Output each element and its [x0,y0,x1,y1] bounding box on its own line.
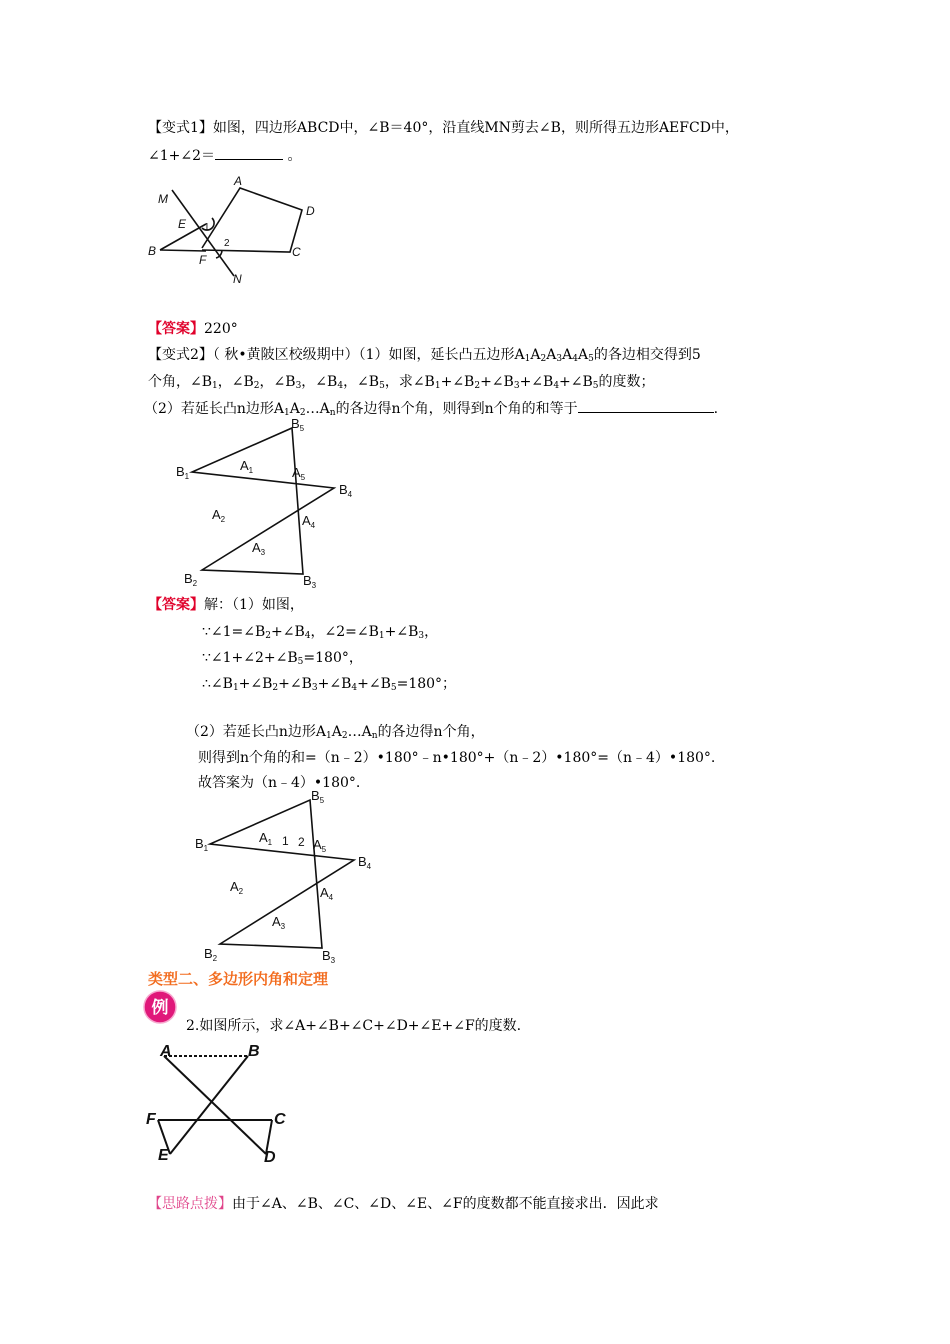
figure-star-2 [190,786,390,966]
label-A3: $A_3$ [252,540,266,557]
variant2-line1: 【变式2】（ 秋•黄陂区校级期中）（1）如图，延长凸五边形$A_1A_2A_3A_4A_5$的各边相交得到5 [148,347,701,364]
label-A5: $A_5$ [313,837,327,854]
label-B4: $B_4$ [339,482,353,499]
example-badge-icon [143,990,177,1024]
label-A3: $A_3$ [272,914,286,931]
label-B2: $B_2$ [204,946,218,963]
label-B: B [148,244,157,258]
example2-question: 2.如图所示，求∠A+∠B+∠C+∠D+∠E+∠F的度数. [186,1018,522,1034]
svg-text:例: 例 [151,998,169,1018]
answer2-part2-line3: 故答案为（n﹣4）•180°. [198,775,361,791]
label-angle-2: 2 [298,835,305,849]
label-M: M [158,192,168,206]
figure-pentagon-cut [140,168,340,292]
label-A: A [234,174,243,188]
variant1-line1: 【变式1】如图，四边形ABCD中，∠B＝40°，沿直线MN剪去∠B，则所得五边形AEFCD中， [148,120,739,136]
label-N: N [233,272,242,286]
label-B3: $B_3$ [322,948,336,965]
answer1-tag: 【答案】 [148,321,204,337]
label-B1: $B_1$ [195,836,209,853]
answer1: 【答案】220° [148,321,238,337]
label-E: E [178,217,187,231]
label-B3: $B_3$ [303,573,317,590]
label-F: F [199,253,207,267]
variant2-tag: 变式2 [162,347,199,363]
answer2-line2: $\because\angle 1=\angle B_2+\angle B_4$，$\angle 2=\angle B_1+\angle B_3$， [202,624,439,641]
label-A2: $A_2$ [230,879,244,896]
variant2-line3: （2）若延长凸n边形$A_1A_2\dots A_n$的各边得n个角，则得到n个角的和等于 . [144,398,718,423]
label-D: D [264,1149,276,1166]
label-1: 1 [204,222,210,233]
answer2-tag: 【答案】 [148,597,204,613]
line-B-E [170,1056,248,1154]
variant1-tag: 变式1 [162,120,199,136]
label-A1: $A_1$ [240,458,254,475]
label-E: E [158,1147,169,1164]
answer2-line4: $\therefore\angle B_1+\angle B_2+\angle B_3+\angle B_4+\angle B_5=180^\circ$； [202,676,457,693]
label-B: B [248,1043,260,1060]
answer2-line3: $\because\angle 1+\angle 2+\angle B_5=180^\circ$， [202,650,363,667]
label-angle-1: 1 [282,834,289,848]
label-C: C [292,245,301,259]
label-A4: $A_4$ [302,513,316,530]
figure-two-triangles [140,1036,300,1168]
answer-blank-2 [578,398,714,413]
answer-blank [215,145,283,160]
label-C: C [274,1111,286,1128]
hint-tag: 【思路点拨】 [148,1196,232,1212]
pentagon-edges [202,188,302,252]
answer2-part2-line1: （2）若延长凸n边形$A_1A_2\dots A_n$的各边得n个角， [186,724,485,741]
line-A-D [164,1056,266,1154]
figure-star-1 [170,414,370,592]
section-heading: 类型二、多边形内角和定理 [148,970,329,988]
label-2: 2 [224,238,230,249]
label-B5: $B_5$ [311,788,325,805]
answer2-part2-line2: 则得到n个角的和=（n﹣2）•180°﹣n•180°+（n﹣2）•180°=（n﹣4）•180°. [198,750,716,766]
hint-line: 【思路点拨】由于∠A、∠B、∠C、∠D、∠E、∠F的度数都不能直接求出．因此求 [148,1196,659,1212]
label-A: A [160,1043,172,1060]
label-A5: $A_5$ [292,465,306,482]
label-D: D [306,204,315,218]
variant2-line2: 个角，$\angle B_1$，$\angle B_2$，$\angle B_3$，$\angle B_4$，$\angle B_5$，求$\angle B_1+\angle B_2+\angle B_3+\angle B_4+\angle B_5$的度数； [148,374,655,391]
label-B1: $B_1$ [176,464,190,481]
label-B2: $B_2$ [184,571,198,588]
label-F: F [146,1111,156,1128]
variant1-line2: ∠1+∠2＝ 。 [148,145,301,166]
label-A4: $A_4$ [320,885,334,902]
label-A2: $A_2$ [212,507,226,524]
edge-bf [160,250,206,251]
answer2-line1: 【答案】解：（1）如图， [148,597,304,613]
label-B5: $B_5$ [291,416,305,433]
label-A1: $A_1$ [259,830,273,847]
label-B4: $B_4$ [358,854,372,871]
